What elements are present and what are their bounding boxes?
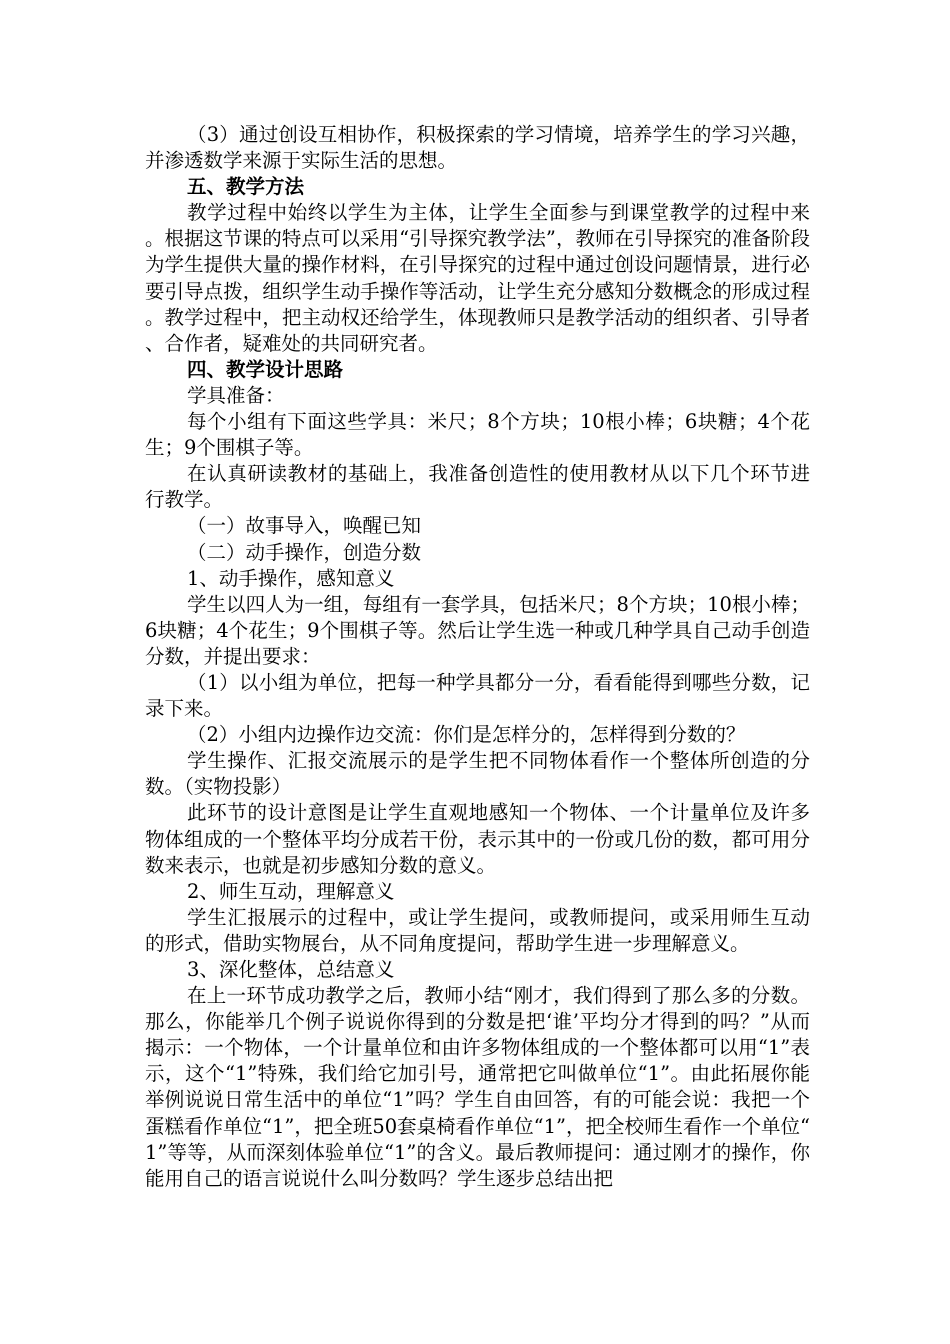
paragraph-summary: 在上一环节成功教学之后，教师小结“刚才，我们得到了那么多的分数。那么，你能举几个例子说说你得到的分数是把‘谁’平均分才得到的吗？”从而揭示：一个物体，一个计量单位和由许多物体组成的一个整体都可以用“1”表示，这个“1”特殊，我们给它加引号，通常把它叫做单位“1”。由此拓展你能举例说说日常生活中的单位“1”吗？学生自由回答，有的可能会说：我把一个蛋糕看作单位“1”，把全班50套桌椅看作单位“1”，把全校师生看作一个单位“1”等等，从而深刻体验单位“1”的含义。最后教师提问：通过刚才的操作，你能用自己的语言说说什么叫分数吗？学生逐步总结出把 [145, 984, 810, 1190]
paragraph-interaction: 学生汇报展示的过程中，或让学生提问，或教师提问，或采用师生互动的形式，借助实物展台，从不同角度提问，帮助学生进一步理解意义。 [145, 905, 810, 955]
paragraph-materials-list: 每个小组有下面这些学具：米尺；8个方块；10根小棒；6块糖；4个花生；9个围棋子等。 [145, 410, 810, 460]
paragraph-materials-label: 学具准备： [187, 383, 285, 407]
paragraph-substep-2: 2、师生互动，理解意义 [187, 879, 395, 903]
document-page [145, 122, 810, 1192]
paragraph-intro-steps: 在认真研读教材的基础上，我准备创造性的使用教材从以下几个环节进行教学。 [145, 462, 810, 512]
paragraph-step-two: （二）动手操作，创造分数 [187, 540, 422, 564]
heading-design-ideas: 四、教学设计思路 [187, 357, 344, 381]
paragraph-teaching-methods: 教学过程中始终以学生为主体，让学生全面参与到课堂教学的过程中来。根据这节课的特点可以采用“引导探究教学法”，教师在引导探究的准备阶段为学生提供大量的操作材料，在引导探究的过程中通过创设问题情景，进行必要引导点拨，组织学生动手操作等活动，让学生充分感知分数概念的形成过程。教学过程中，把主动权还给学生，体现教师只是教学活动的组织者、引导者、合作者，疑难处的共同研究者。 [145, 201, 810, 355]
paragraph-design-intent: 此环节的设计意图是让学生直观地感知一个物体、一个计量单位及许多物体组成的一个整体平均分成若干份，表示其中的一份或几份的数，都可用分数来表示，也就是初步感知分数的意义。 [145, 801, 810, 877]
paragraph-group-activity: 学生以四人为一组，每组有一套学具，包括米尺；8个方块；10根小棒；6块糖；4个花生；9个围棋子等。然后让学生选一种或几种学具自己动手创造分数，并提出要求： [145, 592, 810, 668]
heading-teaching-methods: 五、教学方法 [187, 175, 305, 199]
paragraph-requirement-2: （2）小组内边操作边交流：你们是怎样分的，怎样得到分数的？ [187, 723, 746, 747]
paragraph-objective-3: （3）通过创设互相协作，积极探索的学习情境，培养学生的学习兴趣，并渗透数学来源于实际生活的思想。 [145, 123, 810, 173]
paragraph-substep-1: 1、动手操作，感知意义 [187, 566, 395, 590]
paragraph-student-report: 学生操作、汇报交流展示的是学生把不同物体看作一个整体所创造的分数。（实物投影） [145, 749, 810, 799]
paragraph-substep-3: 3、深化整体，总结意义 [187, 958, 395, 981]
paragraph-requirement-1: （1）以小组为单位，把每一种学具都分一分，看看能得到哪些分数，记录下来。 [145, 670, 810, 721]
paragraph-step-one: （一）故事导入，唤醒已知 [187, 514, 422, 538]
